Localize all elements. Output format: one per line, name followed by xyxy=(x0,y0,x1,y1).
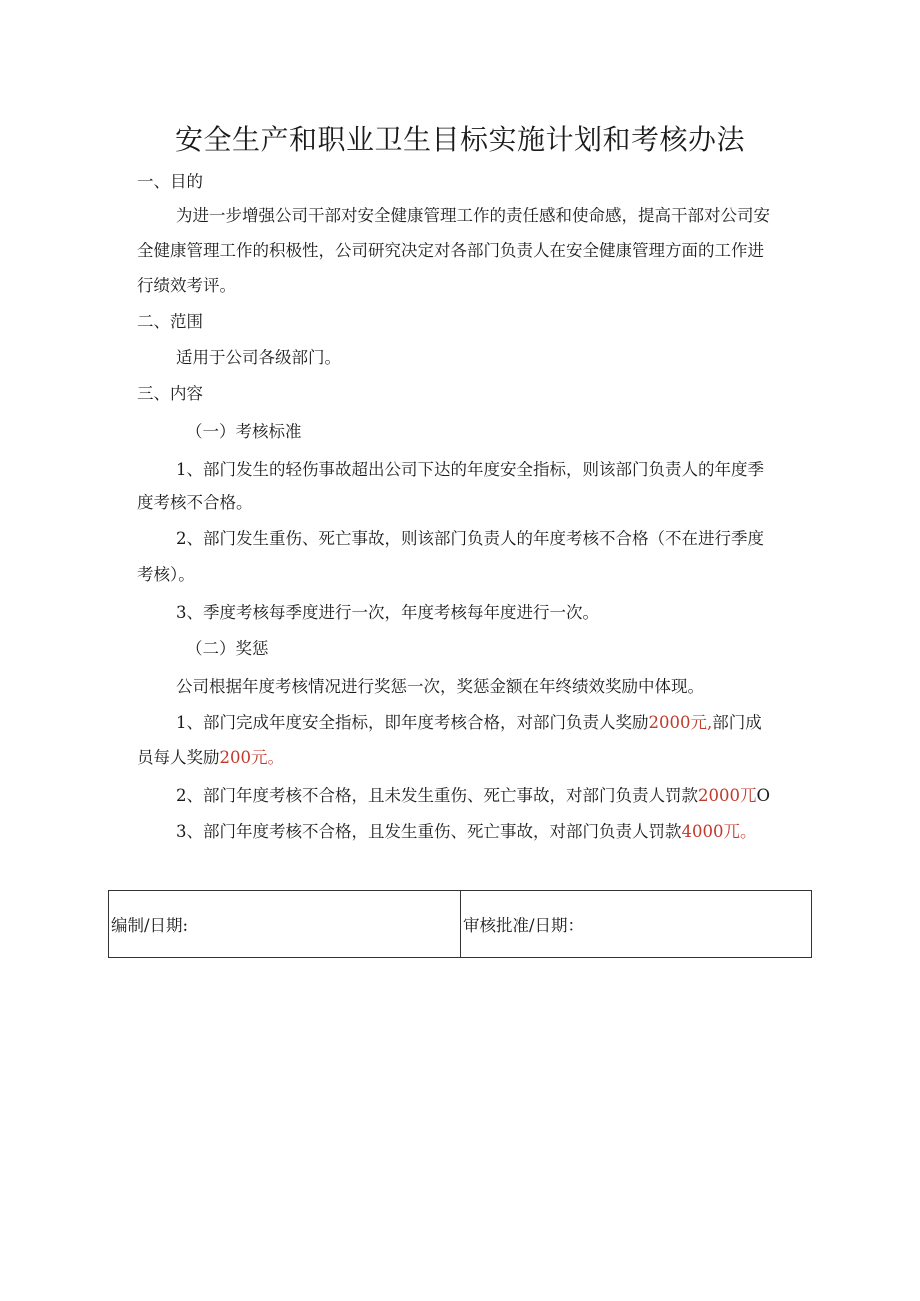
purpose-paragraph-line-3: 行绩效考评。 xyxy=(137,276,236,295)
compiled-date-cell: 编制/日期: xyxy=(109,891,461,958)
reward-item-1-line-1 xyxy=(176,711,762,735)
subsection-heading-standards: （一）考核标准 xyxy=(186,422,302,441)
signature-row xyxy=(109,891,812,958)
penalty-item-2-end: O xyxy=(756,786,771,805)
section-heading-purpose: 一、目的 xyxy=(137,172,203,191)
reward-item-1-line-2 xyxy=(137,746,284,770)
reward-amount-member: 200元。 xyxy=(219,748,284,767)
penalty-amount-2: 2000兀 xyxy=(698,786,757,805)
reward-item-1-text: 1、部门完成年度安全指标，即年度考核合格，对部门负责人奖励 xyxy=(176,713,649,732)
standard-item-3: 3、季度考核每季度进行一次，年度考核每年度进行一次。 xyxy=(176,603,599,622)
standard-item-2-line-2: 考核）。 xyxy=(137,565,195,584)
penalty-amount-3: 4000兀。 xyxy=(681,822,757,841)
penalty-item-3-text: 3、部门年度考核不合格，且发生重伤、死亡事故，对部门负责人罚款 xyxy=(176,822,682,841)
document-title: 安全生产和职业卫生目标实施计划和考核办法 xyxy=(174,123,745,156)
signature-table xyxy=(108,890,812,958)
reward-item-1-text-line2: 员每人奖励 xyxy=(137,748,220,767)
standard-item-1-line-2: 度考核不合格。 xyxy=(137,493,253,512)
approved-date-cell: 审核批准/日期： xyxy=(461,891,812,958)
rewards-intro: 公司根据年度考核情况进行奖惩一次，奖惩金额在年终绩效奖励中体现。 xyxy=(176,677,704,696)
purpose-paragraph-line-2: 全健康管理工作的积极性，公司研究决定对各部门负责人在安全健康管理方面的工作进 xyxy=(137,241,764,260)
penalty-item-2 xyxy=(176,784,770,808)
standard-item-1-line-1: 1、部门发生的轻伤事故超出公司下达的年度安全指标，则该部门负责人的年度季 xyxy=(176,460,764,479)
scope-paragraph: 适用于公司各级部门。 xyxy=(176,348,341,367)
penalty-item-3 xyxy=(176,820,757,844)
purpose-paragraph-line-1: 为进一步增强公司干部对安全健康管理工作的责任感和使命感，提高干部对公司安 xyxy=(176,206,770,225)
reward-amount-manager: 2000元, xyxy=(648,713,713,732)
subsection-heading-rewards: （二）奖惩 xyxy=(186,639,269,658)
reward-item-1-text-cont: 部门成 xyxy=(712,713,762,732)
section-heading-content: 三、内容 xyxy=(137,384,203,403)
standard-item-2-line-1: 2、部门发生重伤、死亡事故，则该部门负责人的年度考核不合格（不在进行季度 xyxy=(176,529,764,548)
section-heading-scope: 二、范围 xyxy=(137,312,203,331)
penalty-item-2-text: 2、部门年度考核不合格，且未发生重伤、死亡事故，对部门负责人罚款 xyxy=(176,786,698,805)
